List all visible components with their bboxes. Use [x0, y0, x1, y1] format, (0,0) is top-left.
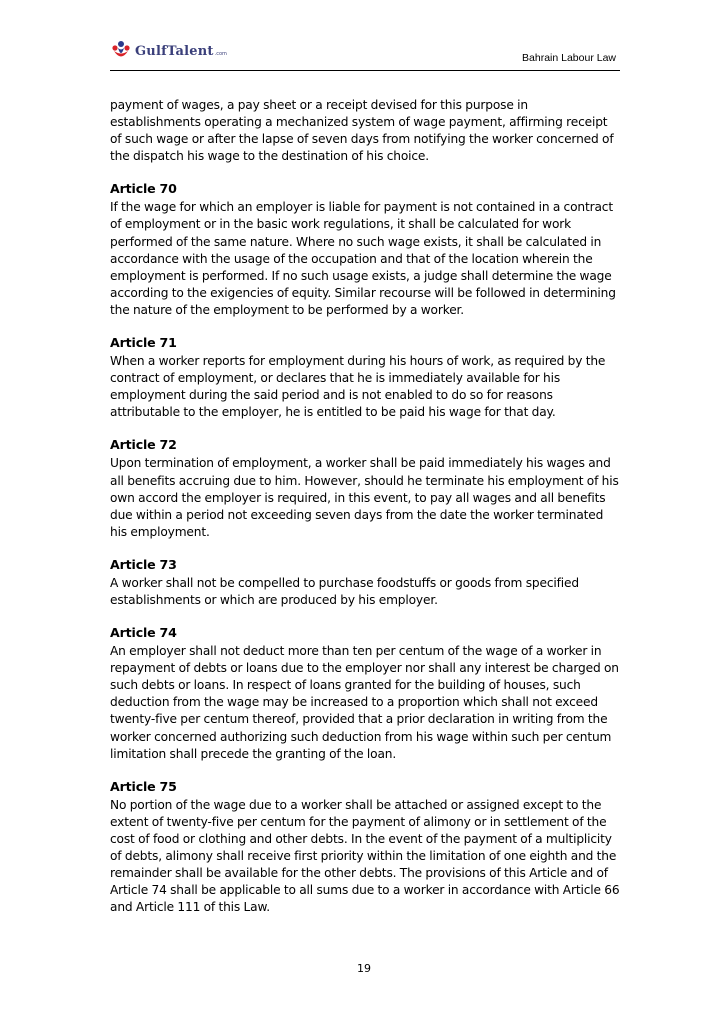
- article-70: [110, 180, 622, 319]
- article-72: [110, 436, 622, 540]
- article-body: If the wage for which an employer is liable for payment is not contained in a contract of employment or in the basic work regulations, it shall be calculated for work performed of the same nature. Where no such wage exists, it shall be calculated in accordance with the usage of the occupation and that of the location wherein the employment is performed. If no such usage exists, a judge shall determine the wage according to the exigencies of equity. Similar recourse will be followed in determining the nature of the employment to be performed by a worker.: [110, 200, 616, 317]
- article-75: [110, 778, 622, 917]
- people-logo-icon: [110, 40, 132, 62]
- page-number: 19: [357, 962, 371, 975]
- article-body: A worker shall not be compelled to purchase foodstuffs or goods from specified establishments or which are produced by his employer.: [110, 575, 579, 607]
- article-71: [110, 334, 622, 421]
- page-header: [110, 38, 620, 71]
- logo-text: GulfTalent: [135, 43, 214, 59]
- gulftalent-logo: [110, 40, 227, 62]
- article-body: No portion of the wage due to a worker shall be attached or assigned except to the extent of twenty-five per centum for the payment of alimony or in settlement of the cost of food or clothing and other debts. In the event of the payment of a multiplicity of debts, alimony shall receive first priority within the limitation of one eighth and the remainder shall be available for the other debts. The provisions of this Article and of Article 74 shall be applicable to all sums due to a worker in accordance with Article 66 and Article 111 of this Law.: [110, 797, 620, 915]
- article-body: An employer shall not deduct more than ten per centum of the wage of a worker in repayment of debts or loans due to the employer nor shall any interest be charged on such debts or loans. In respect of loans granted for the building of houses, such deduction from the wage may be increased to a proportion which shall not exceed twenty-five per centum thereof, provided that a prior declaration in writing from the worker concerned authorizing such deduction from his wage within such per centum limitation shall precede the granting of the loan.: [110, 644, 619, 761]
- logo-suffix: .com: [214, 51, 227, 57]
- article-body: Upon termination of employment, a worker shall be paid immediately his wages and all benefits accruing due to him. However, should he terminate his employment of his own accord the employer is required, in this event, to pay all wages and all benefits due within a period not exceeding seven days from the date the worker terminated his employment.: [110, 456, 619, 539]
- article-heading: Article 74: [110, 625, 177, 641]
- document-title: Bahrain Labour Law: [522, 52, 616, 64]
- article-heading: Article 70: [110, 181, 177, 197]
- article-heading: Article 75: [110, 778, 177, 794]
- article-74: [110, 624, 622, 763]
- article-73: [110, 556, 622, 609]
- article-heading: Article 72: [110, 437, 177, 453]
- article-heading: Article 71: [110, 335, 177, 351]
- page-content: [110, 97, 622, 931]
- intro-paragraph: payment of wages, a pay sheet or a receipt devised for this purpose in establishments operating a mechanized system of wage payment, affirming receipt of such wage or after the lapse of seven days from notifying the worker concerned of the dispatch his wage to the destination of his choice.: [110, 98, 614, 164]
- article-heading: Article 73: [110, 556, 177, 572]
- article-body: When a worker reports for employment during his hours of work, as required by the contract of employment, or declares that he is immediately available for his employment during the said period and is not enabled to do so for reasons attributable to the employer, he is entitled to be paid his wage for that day.: [110, 354, 606, 420]
